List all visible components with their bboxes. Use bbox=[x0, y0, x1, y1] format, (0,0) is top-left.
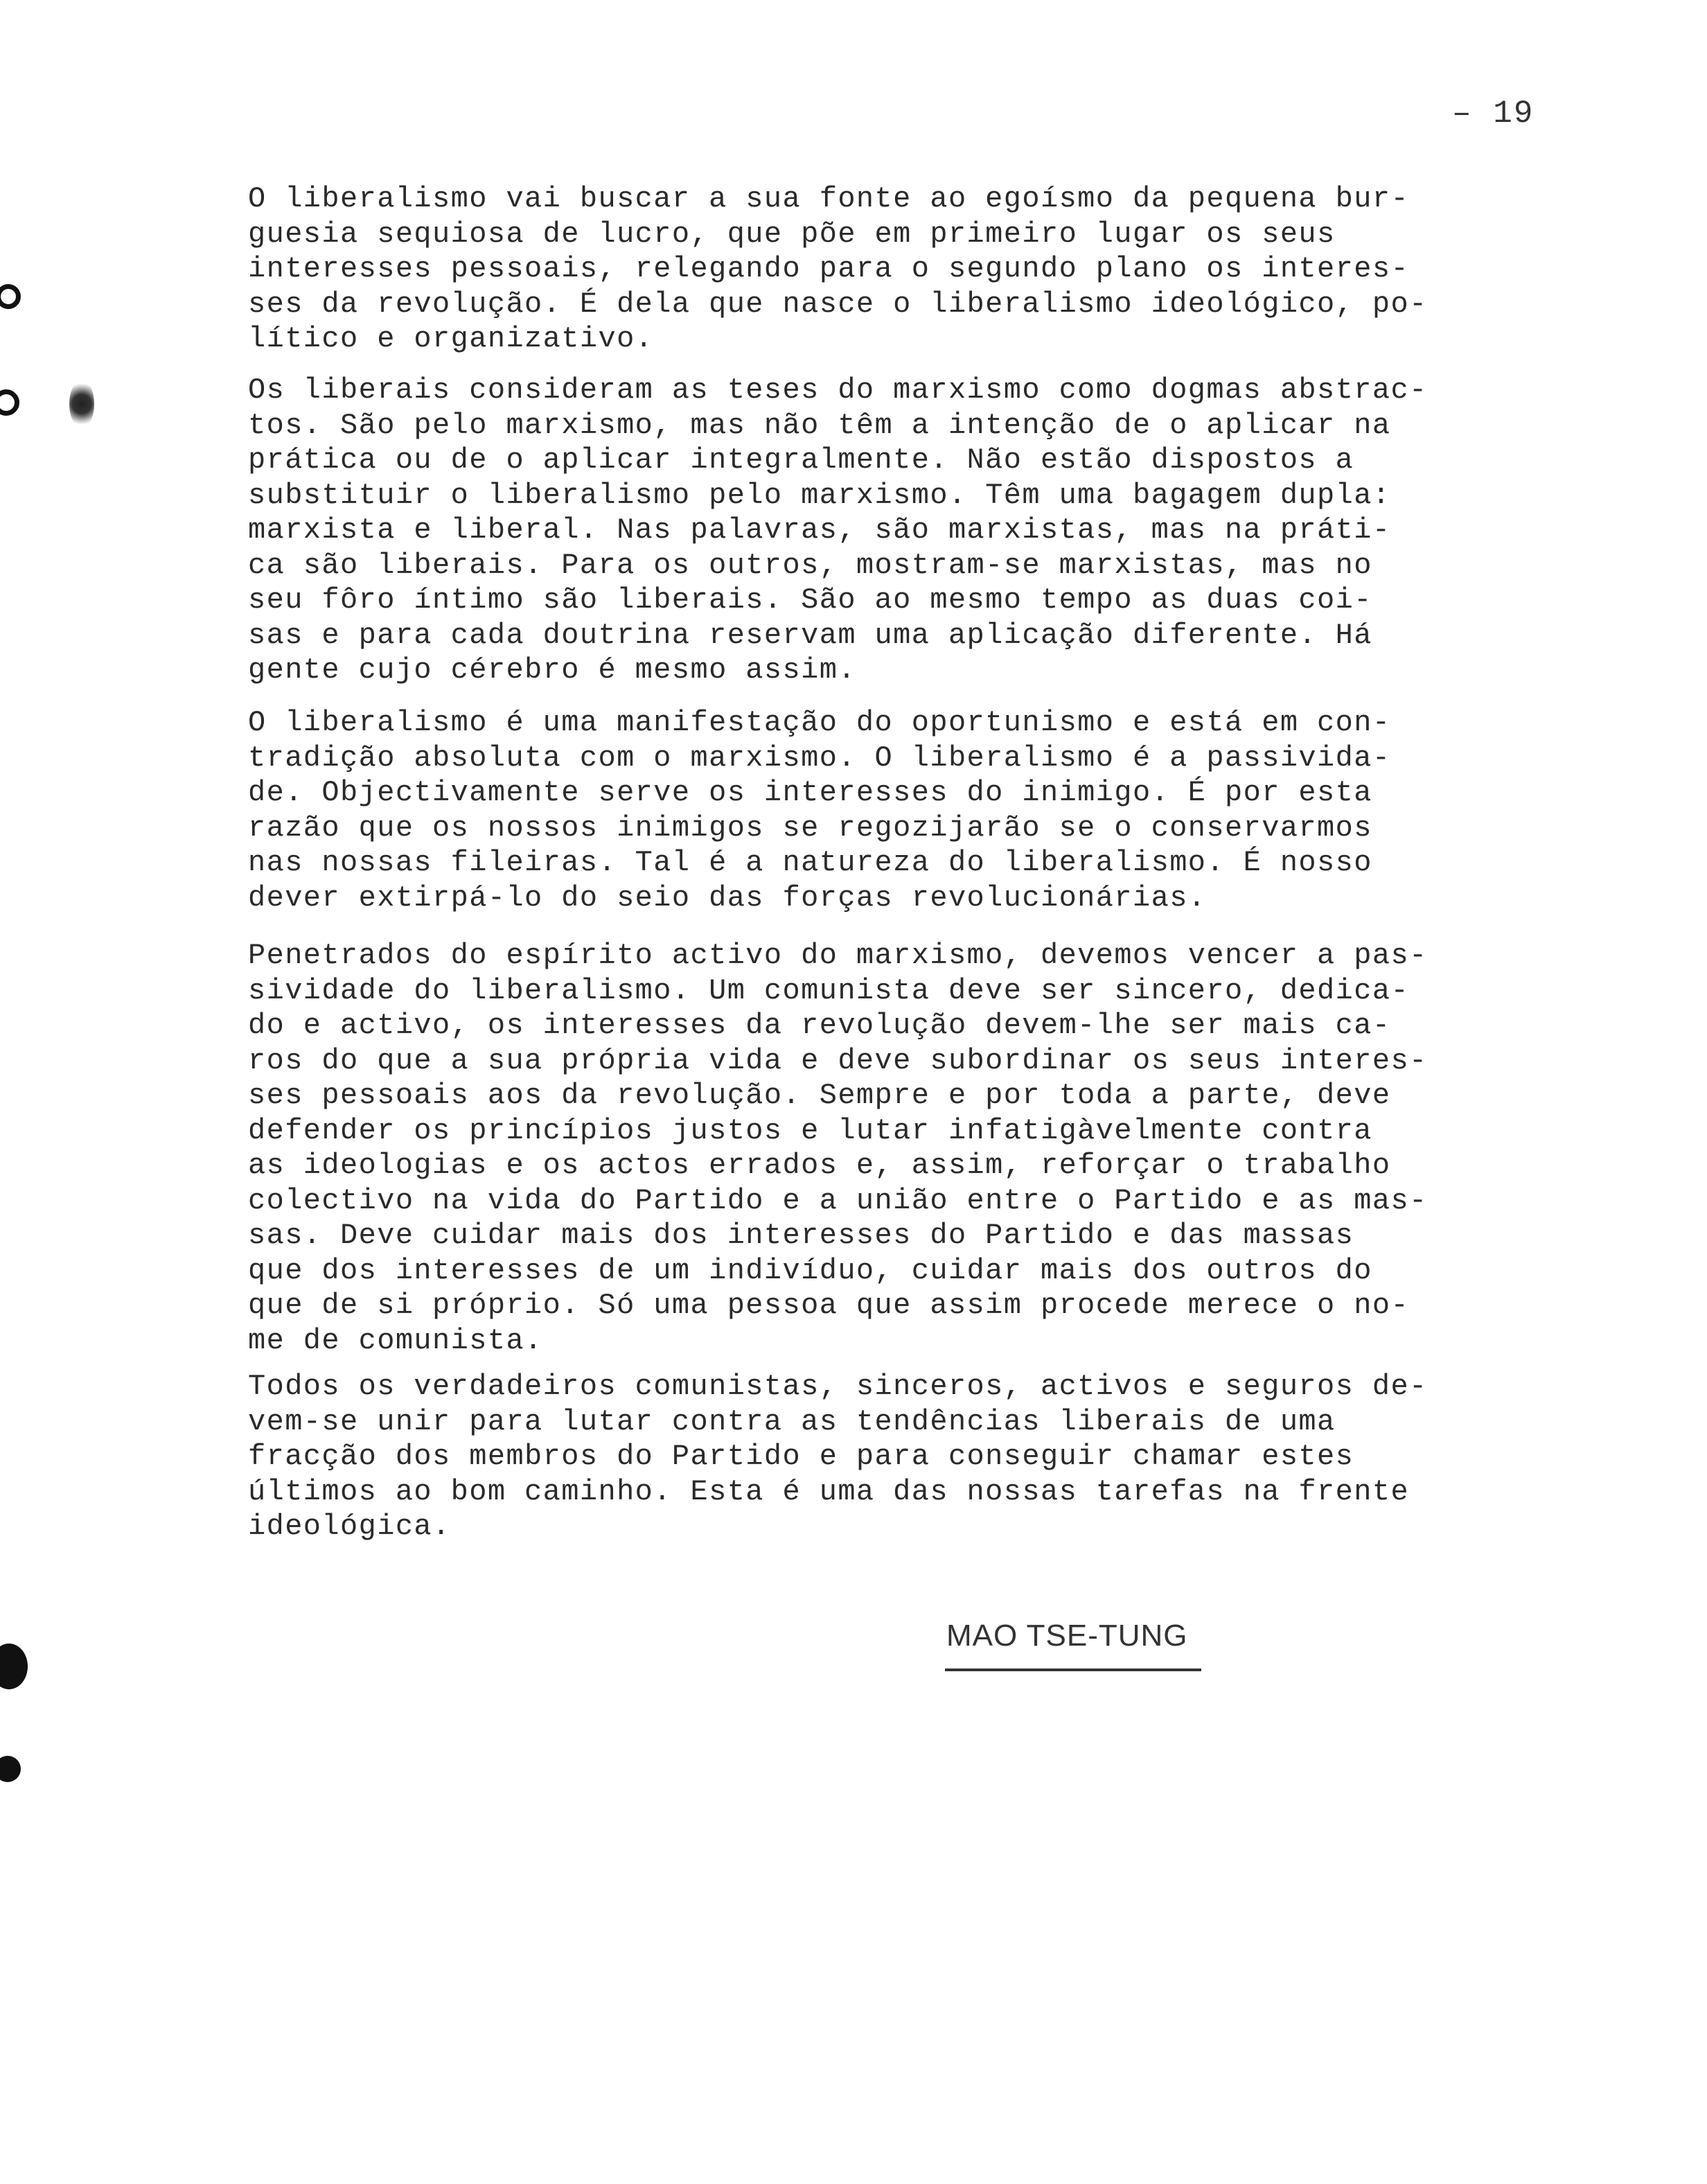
text-line: substituir o liberalismo pelo marxismo. Têm uma bagagem dupla: bbox=[248, 478, 1391, 512]
text-line: dever extirpá-lo do seio das forças revolucionárias. bbox=[248, 881, 1207, 915]
text-line: lítico e organizativo. bbox=[248, 322, 654, 355]
text-line: ses pessoais aos da revolução. Sempre e por toda a parte, deve bbox=[248, 1079, 1391, 1112]
text-line: sas. Deve cuidar mais dos interesses do Partido e das massas bbox=[248, 1219, 1354, 1252]
signature-underline bbox=[945, 1668, 1201, 1671]
text-line: guesia sequiosa de lucro, que põe em primeiro lugar os seus bbox=[248, 217, 1336, 251]
text-line: vem-se unir para lutar contra as tendências liberais de uma bbox=[248, 1404, 1336, 1438]
paragraph-1 bbox=[248, 182, 1428, 357]
text-line: ros do que a sua própria vida e deve subordinar os seus interes- bbox=[248, 1043, 1428, 1077]
text-line: sividade do liberalismo. Um comunista deve ser sincero, dedica- bbox=[248, 974, 1410, 1007]
text-line: últimos ao bom caminho. Esta é uma das nossas tarefas na frente bbox=[248, 1474, 1410, 1508]
text-line: de. Objectivamente serve os interesses do inimigo. É por esta bbox=[248, 776, 1372, 809]
text-line: Os liberais consideram as teses do marxismo como dogmas abstrac- bbox=[248, 373, 1428, 407]
author-signature: MAO TSE-TUNG bbox=[946, 1619, 1188, 1653]
text-line: O liberalismo é uma manifestação do oportunismo e está em con- bbox=[248, 706, 1391, 739]
text-line: colectivo na vida do Partido e a união entre o Partido e as mas- bbox=[248, 1183, 1428, 1217]
text-line: O liberalismo vai buscar a sua fonte ao egoísmo da pequena bur- bbox=[248, 182, 1410, 215]
paragraph-5 bbox=[248, 1369, 1428, 1544]
paragraph-4 bbox=[248, 938, 1428, 1358]
text-line: as ideologias e os actos errados e, assim, reforçar o trabalho bbox=[248, 1149, 1391, 1182]
punch-hole bbox=[0, 1644, 28, 1689]
ink-smudge bbox=[69, 380, 94, 428]
text-line: fracção dos membros do Partido e para conseguir chamar estes bbox=[248, 1440, 1354, 1473]
punch-hole bbox=[0, 284, 21, 309]
text-line: ses da revolução. É dela que nasce o liberalismo ideológico, po- bbox=[248, 287, 1428, 321]
punch-hole bbox=[0, 1756, 21, 1782]
punch-hole bbox=[0, 389, 19, 416]
text-line: interesses pessoais, relegando para o segundo plano os interes- bbox=[248, 252, 1410, 285]
text-line: marxista e liberal. Nas palavras, são marxistas, mas na práti- bbox=[248, 513, 1391, 547]
text-line: ca são liberais. Para os outros, mostram-se marxistas, mas no bbox=[248, 548, 1372, 582]
paragraph-2 bbox=[248, 373, 1428, 688]
text-line: tos. São pelo marxismo, mas não têm a intenção de o aplicar na bbox=[248, 408, 1391, 442]
text-line: que de si próprio. Só uma pessoa que assim procede merece o no- bbox=[248, 1289, 1410, 1322]
text-line: seu fôro íntimo são liberais. São ao mesmo tempo as duas coi- bbox=[248, 583, 1372, 617]
text-line: nas nossas fileiras. Tal é a natureza do liberalismo. É nosso bbox=[248, 846, 1372, 879]
text-line: ideológica. bbox=[248, 1510, 451, 1543]
text-line: do e activo, os interesses da revolução devem-lhe ser mais ca- bbox=[248, 1009, 1391, 1042]
text-line: me de comunista. bbox=[248, 1323, 543, 1357]
page-number: – 19 bbox=[1452, 96, 1534, 132]
paragraph-3 bbox=[248, 705, 1390, 915]
text-line: que dos interesses de um indivíduo, cuidar mais dos outros do bbox=[248, 1253, 1372, 1287]
text-line: sas e para cada doutrina reservam uma aplicação diferente. Há bbox=[248, 618, 1372, 652]
text-line: razão que os nossos inimigos se regozijarão se o conservarmos bbox=[248, 811, 1372, 845]
text-line: gente cujo cérebro é mesmo assim. bbox=[248, 653, 856, 687]
text-line: tradição absoluta com o marxismo. O liberalismo é a passivida- bbox=[248, 741, 1391, 775]
text-line: defender os princípios justos e lutar infatigàvelmente contra bbox=[248, 1113, 1372, 1147]
text-line: Penetrados do espírito activo do marxismo, devemos vencer a pas- bbox=[248, 939, 1428, 972]
text-line: Todos os verdadeiros comunistas, sinceros, activos e seguros de- bbox=[248, 1370, 1428, 1403]
text-line: prática ou de o aplicar integralmente. Não estão dispostos a bbox=[248, 443, 1354, 477]
